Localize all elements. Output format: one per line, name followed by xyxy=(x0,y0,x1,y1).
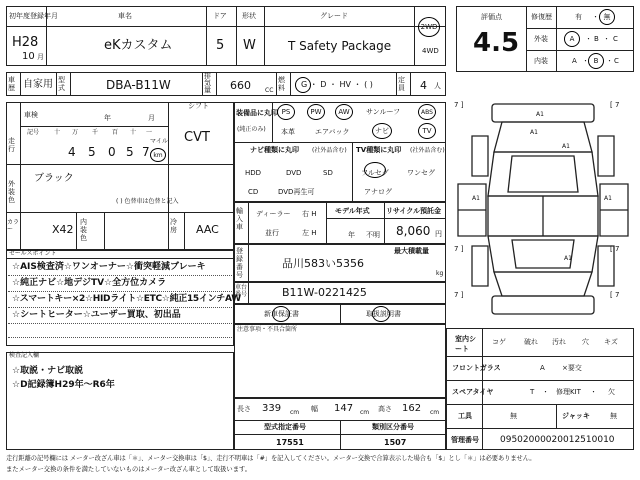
damage-diagram xyxy=(452,96,634,322)
inspector-line-1: ☆取説・ナビ取説 xyxy=(12,366,84,376)
height-unit: cm xyxy=(430,409,440,416)
color-code-label: カラー xyxy=(7,219,20,233)
plate-label: 車歴 xyxy=(8,76,15,92)
drive-2wd-circle xyxy=(418,17,440,37)
bracket-mr-label: 7 xyxy=(614,245,620,253)
cc-unit: CC xyxy=(265,87,274,94)
registration-label: 登録番号 xyxy=(236,247,243,279)
footer-line-1: 走行距離の記号欄には メーター改ざん車は「＊」、メーター交換車は「$」、走行不明車は「#」を記入してください。メーター交換で合算表示した場合も「$」とし「＊」は必要ありません。 xyxy=(6,455,536,462)
interior-label: 内装 xyxy=(534,57,548,65)
inspection-year: 年 xyxy=(104,114,111,122)
interior-b-circle xyxy=(588,53,604,69)
unit-ju: 十 xyxy=(130,129,137,136)
fuel-options: G ・ D ・ HV ・ ( ) xyxy=(301,80,373,89)
unit-hyaku: 百 xyxy=(112,129,119,136)
eq-ps: PS xyxy=(281,108,291,116)
class-no-value: 1507 xyxy=(384,438,407,447)
grade-value: T Safety Package xyxy=(288,39,392,53)
odo-digit-2: 5 xyxy=(88,145,96,159)
spare-tire-kit: 修理KIT xyxy=(556,388,581,396)
jack-value: 無 xyxy=(610,412,617,420)
import-right: 右 H xyxy=(302,210,317,218)
length-label: 長さ xyxy=(237,405,251,413)
import-dealer: ディーラー xyxy=(256,210,291,218)
manage-label: 管理番号 xyxy=(451,436,479,444)
seat-scratch: キズ xyxy=(604,338,618,346)
eq-aw: AW xyxy=(338,108,350,116)
bracket-tr-label: 7 xyxy=(614,101,620,109)
shape-value: W xyxy=(243,38,256,53)
dmg-label-6: A1 xyxy=(564,255,572,262)
model-label: 車名 xyxy=(118,12,132,20)
exterior-label: 外装 xyxy=(534,35,548,43)
recycle-value: 8,060 xyxy=(396,224,431,238)
bracket-br-label: 7 xyxy=(614,291,620,299)
model-year-label: モデル年式 xyxy=(335,207,370,215)
inspector-line-2: ☆D記録簿H29年～R6年 xyxy=(12,380,115,390)
recycle-unit: 円 xyxy=(435,230,442,238)
score-label: 評価点 xyxy=(481,13,502,21)
import-left: 左 H xyxy=(302,229,317,237)
model-name: eKカスタム xyxy=(104,38,173,53)
tv-fullseg: フルセグ xyxy=(361,169,389,177)
import-parallel: 並行 xyxy=(265,229,279,237)
odo-digit-5: 7 xyxy=(142,145,150,159)
score-value: 4.5 xyxy=(473,28,520,58)
eq-pw: PW xyxy=(310,108,322,116)
odometer-sub-label: 記号 xyxy=(27,129,40,136)
navi-dvd-play: DVD再生可 xyxy=(278,188,315,196)
bracket-bl-label: 7 xyxy=(454,291,459,299)
max-load-label: 最大積載量 xyxy=(394,247,429,255)
seat-stain: 汚れ xyxy=(552,338,566,346)
interior-opt-a: A xyxy=(572,57,577,65)
model-year-unknown: 不明 xyxy=(366,231,380,239)
eq-navi: ナビ xyxy=(375,127,389,135)
color-code-value: X42 xyxy=(52,223,74,236)
odo-digit-4: 5 xyxy=(126,145,134,159)
dmg-label-1: A1 xyxy=(536,111,544,118)
color-label: 外装色 xyxy=(8,180,15,204)
type-no-value: 17551 xyxy=(276,438,304,447)
cc-value: 660 xyxy=(230,79,251,92)
drive-2wd: 2WD xyxy=(420,23,438,31)
color-value: ブラック xyxy=(34,173,74,184)
eq-pw-circle xyxy=(307,104,325,120)
bracket-bl: 7 ] xyxy=(454,291,464,299)
inspection-label: 車検 xyxy=(24,111,38,119)
manual-warranty: 新車保証書 xyxy=(264,310,299,318)
eq-airbag: エアバック xyxy=(315,128,350,136)
tv-label: TV種類に丸印 xyxy=(356,146,402,154)
class-no-label: 類別区分番号 xyxy=(372,423,414,431)
bracket-tl: 7 ] xyxy=(454,101,464,109)
interior-seat-label: 室内シート xyxy=(455,335,476,353)
navi-dvd: DVD xyxy=(286,169,302,177)
repair-label: 修復歴 xyxy=(531,13,552,21)
odo-digit-3: 0 xyxy=(108,145,116,159)
km-circle xyxy=(150,148,166,162)
eq-aw-circle xyxy=(335,104,353,120)
unit-sen: 千 xyxy=(92,129,99,136)
exterior-opt-a: A xyxy=(569,35,575,43)
unit-ichi: 一 xyxy=(146,129,153,136)
ac-value: AAC xyxy=(196,223,219,236)
shift-value: CVT xyxy=(184,130,210,145)
length-value: 339 xyxy=(262,403,282,414)
row2-frame xyxy=(6,72,446,96)
eq-tv: TV xyxy=(422,127,432,135)
seat-tear: 破れ xyxy=(524,338,538,346)
spare-tire-sep1: ・ xyxy=(542,388,549,396)
mile-label: マイル xyxy=(150,138,168,145)
repair-opt-yes: 有 xyxy=(575,13,582,21)
height-label: 高さ xyxy=(378,405,392,413)
sales-line-4: ☆シートヒーター☆ユーザー買取、初出品 xyxy=(12,310,181,320)
sales-line-1: ☆AIS検査済☆ワンオーナー☆衝突軽減ブレーキ xyxy=(12,262,206,272)
type-label: 型式 xyxy=(58,76,65,92)
footer-line-2: またメーター交換の条件を満たしていないものはメーター改ざん車として取扱います。 xyxy=(6,466,252,473)
drive-4wd: 4WD xyxy=(422,47,439,55)
km-label: km xyxy=(153,151,163,159)
width-unit: cm xyxy=(360,409,370,416)
unit-ten-man: 十 xyxy=(54,129,61,136)
cc-label: 排気量 xyxy=(204,72,211,94)
spare-tire-none: 欠 xyxy=(608,388,615,396)
navi-sd: SD xyxy=(323,169,333,177)
owner-manual: 取扱説明書 xyxy=(366,310,401,318)
jack-label: ジャッキ xyxy=(562,412,590,420)
dmg-label-2: A1 xyxy=(530,129,538,136)
seat-burn: コゲ xyxy=(492,338,506,346)
inspection-month: 月 xyxy=(148,114,155,122)
chassis-value: B11W-0221425 xyxy=(282,286,367,299)
shift-label: シフト xyxy=(188,102,209,110)
odo-digit-1: 4 xyxy=(68,145,76,159)
bracket-ml: 7 ] xyxy=(454,245,464,253)
sales-line-3: ☆スマートキー×2☆HIDライト☆ETC☆純正15インチAW xyxy=(12,294,241,304)
ac-label: 冷房 xyxy=(170,218,177,234)
manage-value: 09502000020012510010 xyxy=(500,435,615,445)
width-value: 147 xyxy=(334,403,354,414)
dmg-label-4: A1 xyxy=(472,195,480,202)
length-unit: cm xyxy=(290,409,300,416)
recycle-label: リサイクル預託金 xyxy=(386,207,442,215)
spare-tire-t: T xyxy=(530,388,535,396)
eq-leather: 本革 xyxy=(281,128,295,136)
bracket-tr: [ 7 xyxy=(610,101,620,109)
eq-abs-circle xyxy=(418,104,436,120)
eq-ps-circle xyxy=(277,104,295,120)
tv-sub-label: (社外品含む) xyxy=(410,147,445,154)
registration-value: 品川583い5356 xyxy=(282,257,364,270)
shape-label: 形状 xyxy=(242,12,256,20)
dmg-label-3: A1 xyxy=(562,143,570,150)
front-glass-a: A xyxy=(540,364,545,372)
import-label: 輸入車 xyxy=(236,207,243,231)
sales-line-2: ☆純正ナビ☆地デジTV☆全方位カメラ xyxy=(12,278,167,288)
front-glass-label: フロントガラス xyxy=(452,364,501,372)
fuel-label: 燃料 xyxy=(278,76,285,92)
bracket-tl-label: 7 xyxy=(454,101,459,109)
cap-unit: 人 xyxy=(434,82,441,90)
equipment-label: 装備品に丸印 xyxy=(236,109,278,117)
inspector-label: 検査記入欄 xyxy=(9,352,40,359)
tools-label: 工具 xyxy=(458,412,472,420)
tv-oneseg: ワンセグ xyxy=(407,169,435,177)
navi-sub-label: (社外品含む) xyxy=(312,147,347,154)
spare-tire-sep2: ・ xyxy=(590,388,597,396)
bracket-br: [ 7 xyxy=(610,291,620,299)
front-glass-replace: ×要交 xyxy=(562,364,582,372)
repair-opt-no: 無 xyxy=(603,13,611,21)
tv-analog: アナログ xyxy=(364,188,392,196)
spare-tire-label: スペアタイヤ xyxy=(452,388,494,396)
height-value: 162 xyxy=(402,403,422,414)
first-reg-label: 初年度登録年月 xyxy=(9,12,58,20)
model-year-year: 年 xyxy=(348,231,355,239)
unit-man: 万 xyxy=(72,129,79,136)
dmg-label-5: A1 xyxy=(604,195,612,202)
max-load-unit: kg xyxy=(436,270,444,277)
type-no-label: 型式指定番号 xyxy=(264,423,306,431)
first-reg-year: H28 xyxy=(12,35,39,50)
doors-label: ドア xyxy=(213,12,227,20)
sales-point-label: セールスポイント xyxy=(9,250,57,257)
capacity-value: 4 xyxy=(420,79,427,92)
eq-tv-circle xyxy=(418,123,436,139)
exterior-a-circle xyxy=(564,31,580,47)
doors-value: 5 xyxy=(216,38,225,53)
interior-opt-c: C xyxy=(614,57,619,65)
cap-label: 定員 xyxy=(398,76,405,92)
color-note: ( ) 色替車は色替と記入 xyxy=(116,198,179,205)
navi-cd: CD xyxy=(248,188,259,196)
chassis-label: 車台番号 xyxy=(235,284,248,298)
first-reg-month: 10 xyxy=(22,51,35,62)
width-label: 幅 xyxy=(311,405,318,413)
notes-label: 注意事項・不具合箇所 xyxy=(237,326,298,333)
navi-label: ナビ種類に丸印 xyxy=(250,146,299,154)
auction-sheet: 初年度登録年月 H28 10 月 車名 eKカスタム ドア 5 形状 W グレード T Safety Package 2WD 4WD 車歴 自家用 型式 DBA-B11W 排気量 660 CC 燃料 G ・ D ・ HV ・ ( ) 定員 4 人 評価点 4.5 修復歴 有 ・ 無 外装 A ・ B ・ C 内装 A ・ B ・ C 車検 年 月 シフト CVT 走行 記号 十 万 千 百 十 一 4 5 0 5 7 マイル km 外装色 ブラック ( ) 色替車は色替と記入 カラー X42 内装色 冷房 AAC 装備品に丸印 (純正のみ) PS PW AW サンルーフ ABS 本革 エアバック ナビ TV ナビ種類に丸印 (社外品含む) HDD DVD SD CD DVD再生可 TV種類に丸印 (社外品含む) フルセグ ワンセグ アナログ 輸入車 ディーラー 並行 右 H 左 H モデル年式 年 不明 リサイクル預託金 8,060 円 登録番号 最大積載量 品川583い5356 kg 車台番号 B11W-0221425 新車保証書 取扱説明書 注意事項・不具合箇所 長さ 339 cm 幅 147 cm 高さ 162 cm 型式指定番号 17551 類別区分番号 1507 セールスポイント ☆AIS検査済☆ワンオーナー☆衝突軽減ブレーキ ☆純正ナビ☆地デジTV☆全方位カメラ ☆スマートキー×2☆HIDライト☆ETC☆純正15インチAW ☆シートヒーター☆ユーザー買取、初出品 検査記入欄 ☆取説・ナビ取説 ☆D記録簿H29年～R6年 A1 A1 A1 A1 A1 A1 7 ] [ 7 7 ] [ 7 7 ] [ 7 室内シート コゲ 破れ 汚れ 穴 キズ フロントガラス A ×要交 スペアタイヤ T ・ 修理KIT ・ 欠 工具 無 ジャッキ 無 管理番号 09502000020012510010 走行距離の記号欄には メーター改ざん車は「＊」、メーター交換車は「$」、走行不明車は「#」を記入してください。メーター交換で合算表示した場合も「$」とし「＊」は必要ありません。 またメーター交換の条件を満たしていないものはメーター改ざん車として取扱います。 xyxy=(0,0,640,480)
repair-opt-no-circle xyxy=(599,9,615,25)
bracket-mr: [ 7 xyxy=(610,245,620,253)
exterior-opt-b: B xyxy=(594,35,599,43)
exterior-opt-c: C xyxy=(613,35,618,43)
bracket-ml-label: 7 xyxy=(454,245,459,253)
type-value: DBA-B11W xyxy=(106,78,171,92)
eq-navi-circle xyxy=(372,123,392,139)
notes-frame xyxy=(234,324,446,398)
tools-value: 無 xyxy=(510,412,517,420)
odometer-label: 走行 xyxy=(8,137,15,153)
seat-hole: 穴 xyxy=(582,338,589,346)
plate-type: 自家用 xyxy=(23,79,53,90)
interior-color-label: 内装色 xyxy=(80,218,87,242)
navi-hdd: HDD xyxy=(245,169,262,177)
car-outline-icon xyxy=(452,96,634,322)
interior-opt-b: B xyxy=(593,57,599,65)
equipment-sub-label: (純正のみ) xyxy=(237,126,266,133)
eq-sunroof: サンルーフ xyxy=(366,108,401,116)
eq-abs: ABS xyxy=(421,108,433,116)
grade-label: グレード xyxy=(320,12,348,20)
month-unit: 月 xyxy=(37,53,44,61)
